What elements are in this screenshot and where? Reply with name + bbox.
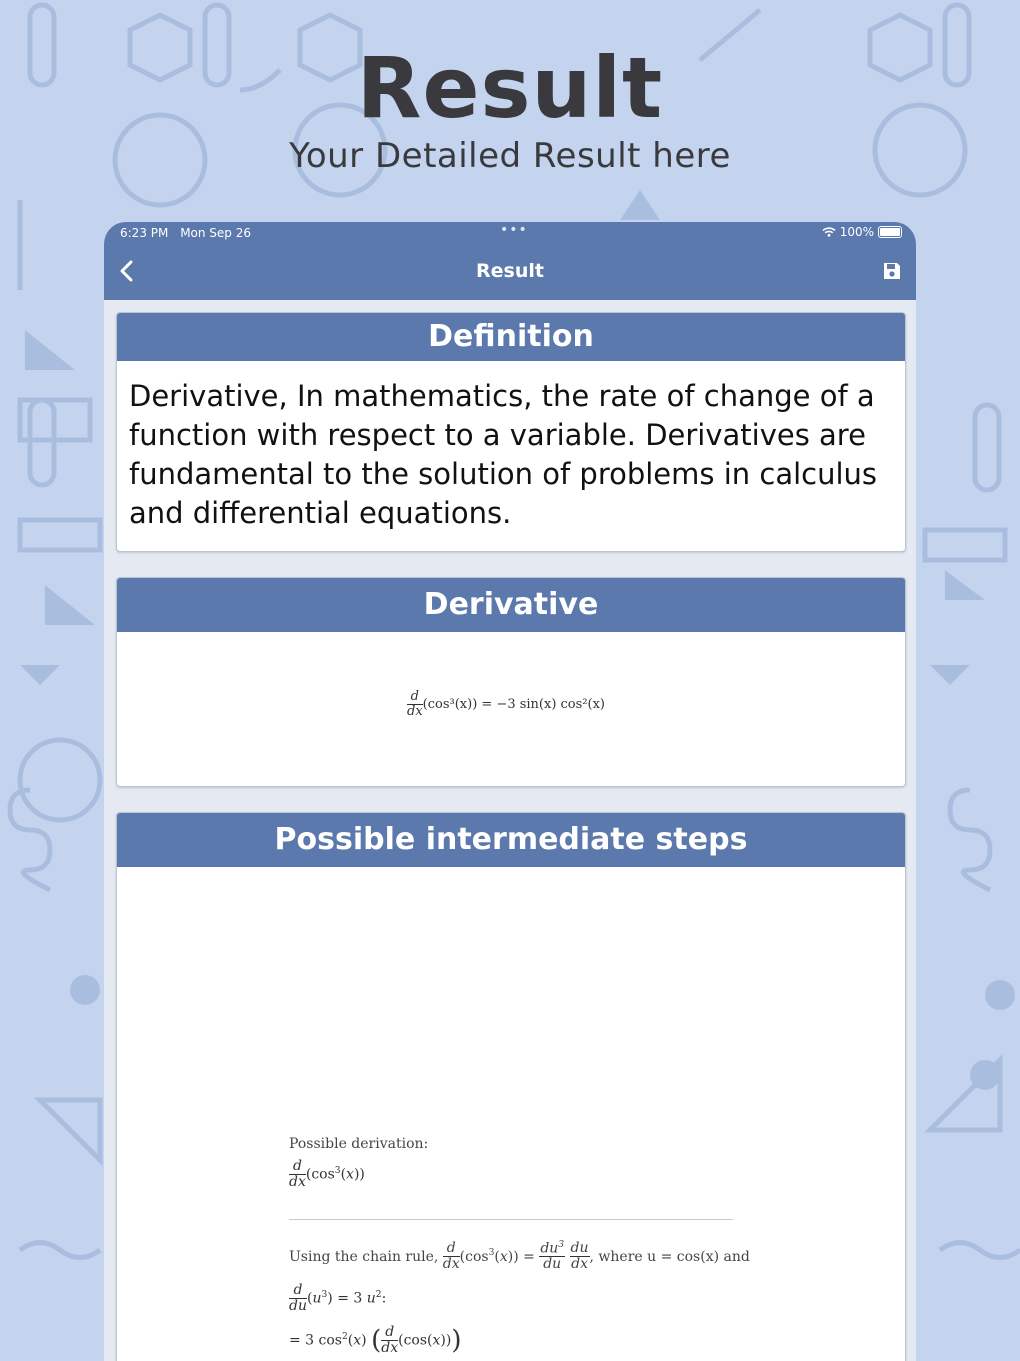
definition-text: Derivative, In mathematics, the rate of change of a function with respect to a variable. Derivatives are fundamental to the solution of problems in calculus and differential equations.: [129, 379, 878, 530]
promo-subtitle: Your Detailed Result here: [289, 136, 731, 176]
definition-card: [116, 312, 906, 552]
chain-rule-result: = 3 $\cos^2(x)$ ( $\frac{d}{dx}$ (cos(x))): [289, 1324, 462, 1356]
wifi-icon: [822, 227, 836, 237]
chain-rule-line: Using the chain rule, $\frac{d}{dx}$ $(\cos^3(x))$ = $\frac{du^3}{du}$ $\frac{du}{dx}$ , where u = cos(x) and: [289, 1240, 750, 1273]
nav-title: Result: [476, 260, 544, 282]
divider: [289, 1219, 733, 1220]
multitasking-dots[interactable]: •••: [500, 222, 528, 238]
where-text: , where u = cos(x) and: [589, 1248, 750, 1265]
steps-card: [116, 812, 906, 1361]
definition-header: Definition: [117, 313, 905, 361]
status-time: 6:23 PM: [120, 226, 169, 240]
navigation-bar: [104, 222, 916, 300]
promo-title: Result: [356, 39, 664, 137]
battery-percent: 100%: [839, 225, 874, 239]
battery-icon: [878, 226, 902, 238]
derivative-formula: [407, 690, 605, 719]
device-screen: [104, 222, 916, 1361]
derivation-start: $\frac{d}{dx}$ $(\cos^3(x))$: [289, 1158, 365, 1190]
floppy-disk-icon[interactable]: [882, 261, 902, 281]
steps-header: Possible intermediate steps: [117, 813, 905, 867]
chain-rule-intro: Using the chain rule,: [289, 1248, 439, 1265]
derivative-card: [116, 577, 906, 787]
derivative-header: Derivative: [117, 578, 905, 632]
status-bar-right: [822, 225, 902, 239]
status-bar-time: [120, 226, 251, 240]
status-date: Mon Sep 26: [180, 226, 252, 240]
derivative-formula-text: (cos³(x)) = −3 sin(x) cos²(x): [422, 696, 605, 712]
possible-derivation-label: Possible derivation:: [289, 1136, 429, 1152]
d-dx-fraction: $\frac{d}{dx}$: [407, 689, 423, 719]
chain-rule-second-line: $\frac{d}{du}$ $(u^3) = 3$ $u^2$:: [289, 1282, 387, 1314]
